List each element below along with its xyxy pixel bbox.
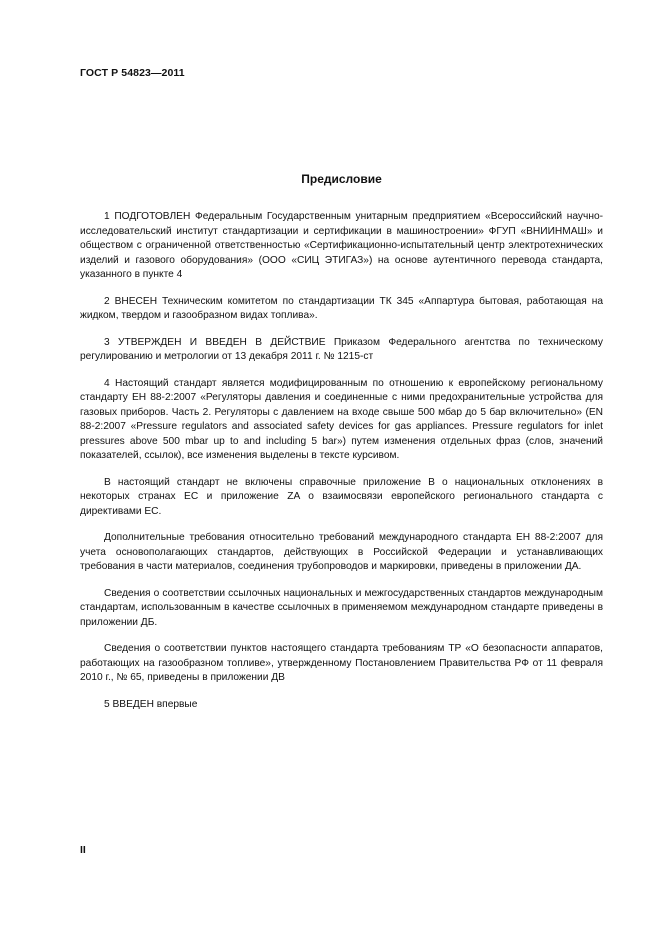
paragraph-prepared-by: 1 ПОДГОТОВЛЕН Федеральным Государственным унитарным предприятием «Всероссийский научно-исследовательский институт стандартизации и сертификации в машиностроении» ФГУП «ВНИИНМАШ» и обществом с ограниченной ответственностью «Сертификационно-испытательный центр электротехнических изделий и газового оборудования» (ООО «СИЦ ЭТИГАЗ») на основе аутентичного перевода стандарта, указанного в пункте 4 <box>80 211 603 280</box>
paragraph-approved: 3 УТВЕРЖДЕН И ВВЕДЕН В ДЕЙСТВИЕ Приказом Федерального агентства по техническому регулированию и метрологии от 13 декабря 2011 г. № 1215-ст <box>80 336 603 362</box>
paragraph-additional-requirements: Дополнительные требования относительно требований международного стандарта ЕН 88-2:2007 для учета основополагающих стандартов, действующих в Российской Федерации и устанавливающих требования в части материалов, соединения трубопроводов и маркировки, приведены в приложении ДА. <box>80 532 603 572</box>
paragraph-introduced-by: 2 ВНЕСЕН Техническим комитетом по стандартизации ТК 345 «Аппартура бытовая, работающая на жидком, твердом и газообразном видах топлива». <box>80 295 603 321</box>
page-number: II <box>80 844 86 856</box>
document-body <box>80 210 603 724</box>
paragraph-excluded-annexes: В настоящий стандарт не включены справочные приложение В о национальных отклонениях в некоторых странах ЕС и приложение ZA о взаимосвязи европейского регионального стандарта с директивами ЕС. <box>80 476 603 517</box>
page-title: Предисловие <box>301 172 382 186</box>
document-code: ГОСТ Р 54823—2011 <box>80 67 185 79</box>
paragraph-introduced-first-time: 5 ВВЕДЕН впервые <box>104 698 198 710</box>
paragraph-reference-standards: Сведения о соответствии ссылочных национальных и межгосударственных стандартов международным стандартам, использованным в качестве ссылочных в применяемом международном стандарте приведены в приложении ДБ. <box>80 587 603 628</box>
paragraph-technical-regulation: Сведения о соответствии пунктов настоящего стандарта требованиям ТР «О безопасности аппаратов, работающих на газообразном топливе», утвержденному Постановлением Правительства РФ от 11 февраля 2010 г., № 65, приведены в приложении ДВ <box>80 643 603 683</box>
paragraph-modified-standard: 4 Настоящий стандарт является модифицированным по отношению к европейскому региональному стандарту ЕН 88-2:2007 «Регуляторы давления и соединенные с ними предохранительные устройства для газовых приборов. Часть 2. Регуляторы с давлением на входе свыше 500 мбар до 5 бар включительно» (EN 88-2:2007 «Pressure regulators and associated safety devices for gas appliances. Pressure regulators for inlet pressures above 500 mbar up to and including 5 bar») путем изменения отдельных фраз (слов, значений показателей, ссылок), все изменения выделены в тексте курсивом. <box>80 377 603 461</box>
